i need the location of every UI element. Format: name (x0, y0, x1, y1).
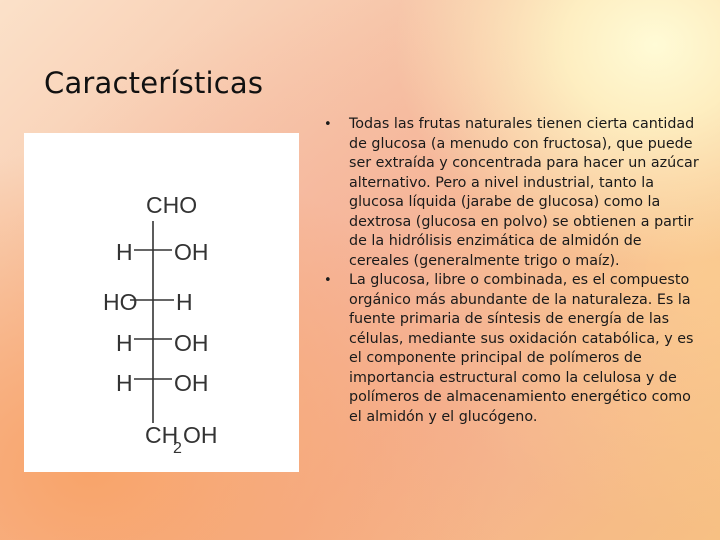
row-2-left-label: HO (103, 289, 138, 315)
row-3-right-label: OH (174, 330, 209, 356)
row-4-right-label: OH (174, 370, 209, 396)
row-4-left-label: H (116, 370, 133, 396)
ch2oh-group-subscript: 2 (173, 440, 182, 457)
bullet-text: Todas las frutas naturales tienen cierta cantidad de glucosa (a menudo con fructosa), que puede ser extraída y concentrada para hacer un azúcar alternativo. Pero a nivel industrial, tanto la glucosa líquida (jarabe de glucosa) como la dextrosa (glucosa en polvo) se obtienen a partir de la hidrólisis enzimática de almidón de cereales (generalmente trigo o maíz). (349, 116, 699, 269)
row-2-right-label: H (176, 289, 193, 315)
ch2oh-group-tail: OH (183, 422, 218, 448)
structure-diagram (24, 133, 299, 472)
bullet-marker: • (324, 117, 332, 132)
bullet-marker: • (324, 273, 332, 288)
row-1-right-label: OH (174, 239, 209, 265)
bullet-list (321, 115, 703, 427)
ch2oh-group-main: CH (145, 422, 179, 448)
glucose-fischer-projection (24, 133, 299, 472)
bullet-item (321, 115, 703, 271)
bullet-text: La glucosa, libre o combinada, es el compuesto orgánico más abundante de la naturaleza. Es la fuente primaria de síntesis de energía de las células, mediante sus oxidación catabólica, y es el componente principal de polímeros de importancia estructural como la celulosa y de polímeros de almacenamiento energético como el almidón y el glucógeno. (349, 272, 694, 425)
row-1-left-label: H (116, 239, 133, 265)
cho-group-label: CHO (146, 192, 198, 218)
row-3-left-label: H (116, 330, 133, 356)
slide-title: Características (44, 66, 264, 100)
bullet-item (321, 271, 703, 427)
